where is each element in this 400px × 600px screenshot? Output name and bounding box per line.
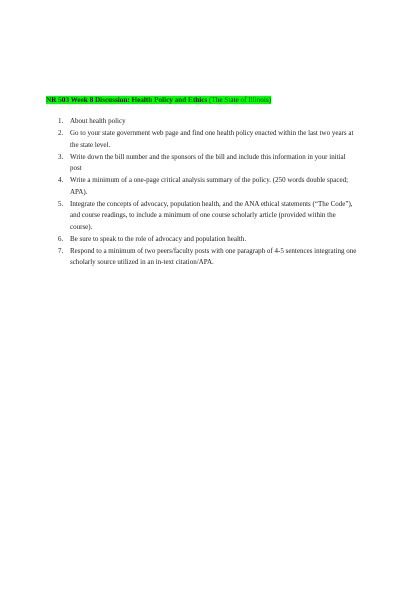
- list-item: [58, 116, 358, 128]
- list-item: [58, 152, 358, 175]
- list-item-text: Write a minimum of a one-page critical analysis summary of the policy. (250 words double spaced; APA).: [70, 176, 349, 196]
- highlighted-title: [46, 96, 271, 104]
- document-title: [46, 95, 271, 105]
- list-item-number: 5.: [58, 199, 64, 208]
- list-item-number: 2.: [58, 129, 64, 137]
- list-item-text: Write down the bill number and the sponsors of the bill and include this information in your initial post: [70, 152, 346, 172]
- list-item-text: About health policy: [70, 117, 126, 125]
- instruction-list: [58, 116, 358, 269]
- list-item-text: Go to your state government web page and find one health policy enacted within the last two years at the state level.: [70, 129, 354, 149]
- list-item: [58, 199, 358, 234]
- list-item: [58, 234, 358, 246]
- list-item: [58, 175, 358, 198]
- list-item-number: 6.: [58, 234, 64, 243]
- list-item-text: Be sure to speak to the role of advocacy and population health.: [70, 234, 247, 243]
- list-item-number: 4.: [58, 176, 64, 184]
- list-item: [58, 128, 358, 151]
- list-item-text: Integrate the concepts of advocacy, population health, and the ANA ethical statements (“The Code”), and course readings, to include a minimum of one course scholarly article (provided within the course).: [70, 199, 353, 231]
- list-item-number: 3.: [58, 152, 64, 161]
- title-state-text: (The State of Illinois): [207, 96, 272, 104]
- list-item-text: Respond to a minimum of two peers/faculty posts with one paragraph of 4-5 sentences integrating one scholarly source utilized in an in-text citation/APA.: [70, 246, 357, 266]
- list-item-number: 7.: [58, 246, 64, 255]
- list-item-number: 1.: [58, 117, 64, 125]
- title-bold-text: NR 503 Week 8 Discussion: Health Policy and Ethics: [46, 96, 208, 104]
- list-item: [58, 246, 358, 269]
